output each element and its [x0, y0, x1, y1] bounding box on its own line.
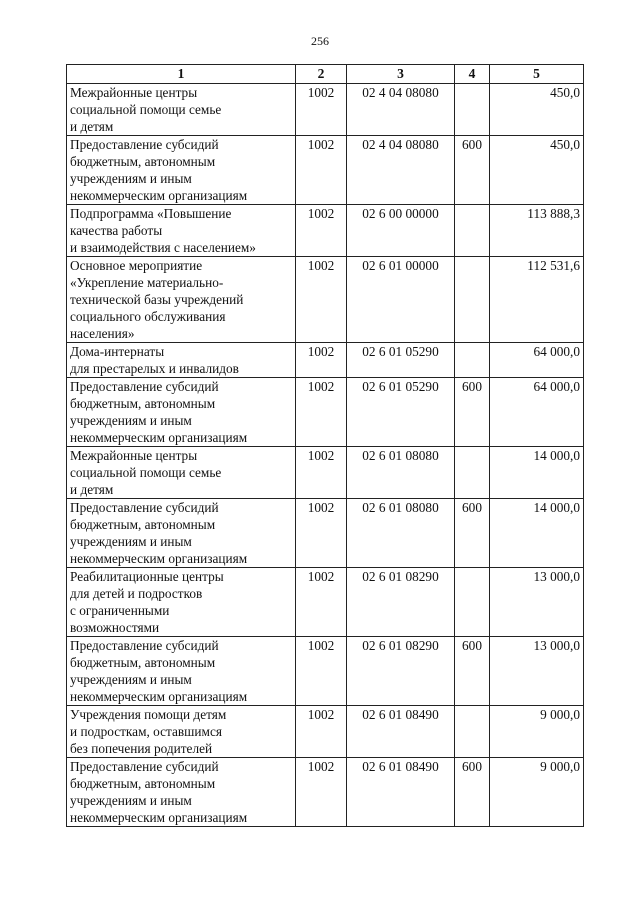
table-header-row — [67, 65, 584, 84]
row-name-cell: Предоставление субсидий бюджетным, автономным учреждениям и иным некоммерческим организациям — [67, 499, 296, 568]
row-amount-cell: 450,0 — [490, 136, 584, 205]
table-row — [67, 378, 584, 447]
row-type-cell — [455, 568, 490, 637]
row-amount-cell: 64 000,0 — [490, 343, 584, 378]
row-code-cell: 02 6 01 08490 — [347, 758, 455, 827]
row-type-cell: 600 — [455, 378, 490, 447]
row-code-cell: 02 6 01 08080 — [347, 447, 455, 499]
row-amount-cell: 112 531,6 — [490, 257, 584, 343]
table-row — [67, 84, 584, 136]
row-section-cell: 1002 — [296, 343, 347, 378]
budget-table — [66, 64, 584, 827]
column-header-type: 4 — [455, 65, 490, 84]
row-name-cell: Основное мероприятие «Укрепление материально- технической базы учреждений социального обслуживания населения» — [67, 257, 296, 343]
row-name-cell: Межрайонные центры социальной помощи семье и детям — [67, 447, 296, 499]
row-section-cell: 1002 — [296, 758, 347, 827]
row-section-cell: 1002 — [296, 568, 347, 637]
table-row — [67, 447, 584, 499]
row-code-cell: 02 6 01 08490 — [347, 706, 455, 758]
row-section-cell: 1002 — [296, 447, 347, 499]
row-code-cell: 02 6 01 00000 — [347, 257, 455, 343]
row-name-cell: Реабилитационные центры для детей и подростков с ограниченными возможностями — [67, 568, 296, 637]
row-code-cell: 02 4 04 08080 — [347, 84, 455, 136]
row-amount-cell: 450,0 — [490, 84, 584, 136]
row-name-cell: Предоставление субсидий бюджетным, автономным учреждениям и иным некоммерческим организациям — [67, 136, 296, 205]
row-type-cell: 600 — [455, 637, 490, 706]
row-section-cell: 1002 — [296, 257, 347, 343]
table-row — [67, 205, 584, 257]
row-section-cell: 1002 — [296, 84, 347, 136]
row-code-cell: 02 6 01 08080 — [347, 499, 455, 568]
table-row — [67, 568, 584, 637]
table-row — [67, 499, 584, 568]
table-row — [67, 637, 584, 706]
row-type-cell — [455, 257, 490, 343]
column-header-code: 3 — [347, 65, 455, 84]
table-row — [67, 706, 584, 758]
column-header-section: 2 — [296, 65, 347, 84]
page-number: 256 — [311, 34, 329, 48]
row-amount-cell: 13 000,0 — [490, 568, 584, 637]
row-name-cell: Предоставление субсидий бюджетным, автономным учреждениям и иным некоммерческим организациям — [67, 758, 296, 827]
row-amount-cell: 113 888,3 — [490, 205, 584, 257]
row-section-cell: 1002 — [296, 499, 347, 568]
row-type-cell: 600 — [455, 136, 490, 205]
row-type-cell: 600 — [455, 758, 490, 827]
row-name-cell: Дома-интернаты для престарелых и инвалидов — [67, 343, 296, 378]
row-type-cell — [455, 205, 490, 257]
table-row — [67, 136, 584, 205]
row-section-cell: 1002 — [296, 136, 347, 205]
column-header-amount: 5 — [490, 65, 584, 84]
row-name-cell: Межрайонные центры социальной помощи семье и детям — [67, 84, 296, 136]
row-amount-cell: 9 000,0 — [490, 706, 584, 758]
row-amount-cell: 9 000,0 — [490, 758, 584, 827]
row-code-cell: 02 6 01 08290 — [347, 637, 455, 706]
row-name-cell: Предоставление субсидий бюджетным, автономным учреждениям и иным некоммерческим организациям — [67, 378, 296, 447]
row-type-cell — [455, 343, 490, 378]
row-amount-cell: 14 000,0 — [490, 499, 584, 568]
row-name-cell: Подпрограмма «Повышение качества работы и взаимодействия с населением» — [67, 205, 296, 257]
row-code-cell: 02 6 01 05290 — [347, 343, 455, 378]
row-name-cell: Предоставление субсидий бюджетным, автономным учреждениям и иным некоммерческим организациям — [67, 637, 296, 706]
row-type-cell — [455, 84, 490, 136]
row-section-cell: 1002 — [296, 637, 347, 706]
row-type-cell — [455, 447, 490, 499]
row-type-cell — [455, 706, 490, 758]
row-section-cell: 1002 — [296, 378, 347, 447]
row-code-cell: 02 6 00 00000 — [347, 205, 455, 257]
row-type-cell: 600 — [455, 499, 490, 568]
row-section-cell: 1002 — [296, 205, 347, 257]
table-row — [67, 257, 584, 343]
table-row — [67, 758, 584, 827]
table-row — [67, 343, 584, 378]
row-amount-cell: 13 000,0 — [490, 637, 584, 706]
row-code-cell: 02 4 04 08080 — [347, 136, 455, 205]
row-code-cell: 02 6 01 05290 — [347, 378, 455, 447]
row-code-cell: 02 6 01 08290 — [347, 568, 455, 637]
row-amount-cell: 14 000,0 — [490, 447, 584, 499]
row-section-cell: 1002 — [296, 706, 347, 758]
row-name-cell: Учреждения помощи детям и подросткам, оставшимся без попечения родителей — [67, 706, 296, 758]
column-header-name: 1 — [67, 65, 296, 84]
row-amount-cell: 64 000,0 — [490, 378, 584, 447]
